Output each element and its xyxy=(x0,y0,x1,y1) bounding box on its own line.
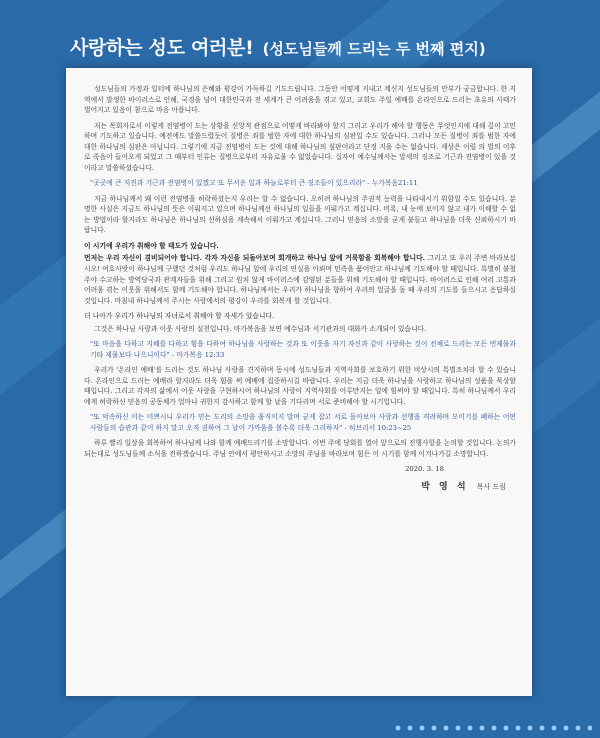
letter-paper xyxy=(66,68,532,696)
title-subtitle: (성도님들께 드리는 두 번째 편지) xyxy=(262,40,486,58)
signer-name: 박 영 석 xyxy=(421,482,469,492)
emphasis-text: 먼저는 우리 자신이 겸비되어야 합니다. 각자 자신을 되돌아보며 회개하고 하나님 앞에 거룩함을 회복해야 합니다. xyxy=(84,254,426,263)
page-title xyxy=(70,33,530,60)
paragraph xyxy=(84,253,516,306)
paragraph: 저는 목회자로서 이렇게 전염병이 도는 상황을 신앙적 관점으로 어떻게 바라봐야 할지 그리고 우리가 해야 할 행동은 무엇인지에 대해 깊이 고민하며 기도하고 있습니다. 예전에도 말씀드렸듯이 질병은 죄를 범한 자에 대한 하나님의 심판일 수도 있습니다. 그러나 모든 질병이 죄를 범한 자에 대한 하나님의 심판은 아닙니다. 그렇기에 지금 전염병이 도는 것에 대해 하나님의 심판이라고 단정 지을 수는 없습니다. 세상은 이럴 의 벌의 이후로 죽음이 들어오게 되었고 그 때부터 인류는 질병으로부터 자유로울 수 없었습니다. 십자어 예수님께서는 말세의 징조로 기근과 전염병이 있을 것이라고 말씀하셨습니다. xyxy=(84,121,516,172)
letter-date: 2020. 3. 18 xyxy=(405,465,444,474)
section-heading: 더 나아가 우리가 하나님의 자녀로서 취해야 할 자세가 있습니다. xyxy=(84,312,275,321)
letter-body xyxy=(84,84,516,495)
paragraph: 그것은 하나님 사랑과 이웃 사랑의 실천입니다. 마가복음을 보면 예수님과 서기관과의 대화가 소개되어 있습니다. xyxy=(94,324,427,333)
paragraph: 하루 빨리 일상을 회복하여 하나님께 나와 함께 예배드리기를 소망합니다. 이번 주에 당회를 열어 앞으로의 진행사항을 논의할 것입니다. 논의가 되는대로 성도님들께 소식을 전하겠습니다. 주님 안에서 평안하시고 소망의 주님을 바라보며 힘든 이 시기를 함께 이겨나가길 소망합니다. xyxy=(84,439,516,458)
title-main: 사랑하는 성도 여러분! xyxy=(70,37,254,59)
paragraph: 지금 하나님께서 왜 이런 전염병을 허락하셨는지 우리는 알 수 없습니다. 오히려 하나님의 주권적 능력을 나타내시기 위함일 수도 있습니다. 분명한 사실은 지금도 하나님의 뜻은 이뤄지고 있으며 하나님께선 하나님의 일들을 이뤄가고 계십니다. 비록, 내 눈에 보이지 않고 내가 이해할 수 없는 방법이라 할지라도 하나님은 하나님의 선하심을 계속해서 이뤄가고 계십니다. 그러니 믿음의 소망을 굳게 붙들고 하나님을 더욱 신뢰하시기 바랍니다. xyxy=(84,194,516,235)
paragraph: 성도님들의 가정과 일터에 하나님의 은혜와 평강이 가득하길 기도드립니다. 그동안 어떻게 지내고 계신지 성도님들의 안부가 궁금합니다. 한 지역에서 발생한 바이러스로 인해, 국경을 넘어 대한민국과 전 세계가 큰 어려움을 겪고 있고, 교회도 주일 예배를 온라인으로 드리는 초유의 사태가 벌어지고 있음이 참으로 마음 아픕니다. xyxy=(84,85,516,115)
signer-role: 목사 드림 xyxy=(476,483,506,491)
scripture-quote: "곳곳에 큰 지진과 기근과 전염병이 있겠고 또 무서운 일과 하늘로부터 큰 징조들이 있으리라" - 누가복음21:11 xyxy=(90,179,418,188)
signature xyxy=(84,481,516,495)
decorative-dots xyxy=(392,722,592,734)
section-heading: 이 시기에 우리가 취해야 할 태도가 있습니다. xyxy=(84,241,219,250)
paragraph-text: 그리고 또 우리 주변 바라보십시오! 여호사밧이 하나님께 구했던 것처럼 우리도 하나님 앞에 우리의 연실을 아뢰며 민족을 품어안고 하나님께 기도해야 할 때입니다. 특별히 불철주야 수고하는 방역당국과 관계자들을 위해 그리고 원치 않게 바이러스에 감염된 분들을 위해 기도해야 할 때입니다. 바이러스로 인해 여러 고통과 어려움 겪는 이웃을 위해서도 함께 기도해야 합니다. 하나님께서는 우리가 하나님을 향하여 우리의 얼굴을 돌 때 우리의 기도를 들으시고 응답하실 것입니다. 마침내 하나님께서 주시는 사랑에서의 평강이 우리를 회복게 할 것입니다. xyxy=(84,254,516,305)
paragraph: 우리가 '온라인 예배'를 드리는 것도 하나님 사랑을 견지하며 동시에 성도님들과 지역사회를 보호하기 위한 비상시의 특별조치라 할 수 있습니다. 온라인으로 드리는 예배라 할지라도 더욱 힘을 써 예배에 집중하시길 바랍니다. 우리는 지금 더욱 하나님을 사랑하고 하나님의 성품을 묵상할 때입니다. 그리고 각자의 삶에서 이웃 사랑을 구현하시어 하나님의 사랑이 지역사회를 어루만지는 일에 힘써야 할 때입니다. 특히 하나님께서 우리에게 허락하신 믿음의 공동체가 얼마나 귀한지 감사하고 함께 할 날을 기다리며 서로 준비해야 할 시기입니다. xyxy=(84,366,516,406)
scripture-quote: "또 마음을 다하고 지혜를 다하고 힘을 다하여 하나님을 사랑하는 것과 또 이웃을 자기 자신과 같이 사랑하는 것이 전체로 드리는 모든 번제물과 기타 제물보다 나으니이다" - 마가복음 12:33 xyxy=(90,340,516,359)
scripture-quote: "또 악속하신 이는 미쁘시니 우리가 믿는 도리의 소망을 움직이지 말며 굳게 잡고 서로 돌아보아 사랑과 선행을 격려하며 모이기를 폐하는 어떤 사람들의 습관과 같이 하지 말고 오직 권하여 그 날이 가까움을 볼수록 더욱 그리하자" - 히브리서 10:23~25 xyxy=(90,413,516,432)
